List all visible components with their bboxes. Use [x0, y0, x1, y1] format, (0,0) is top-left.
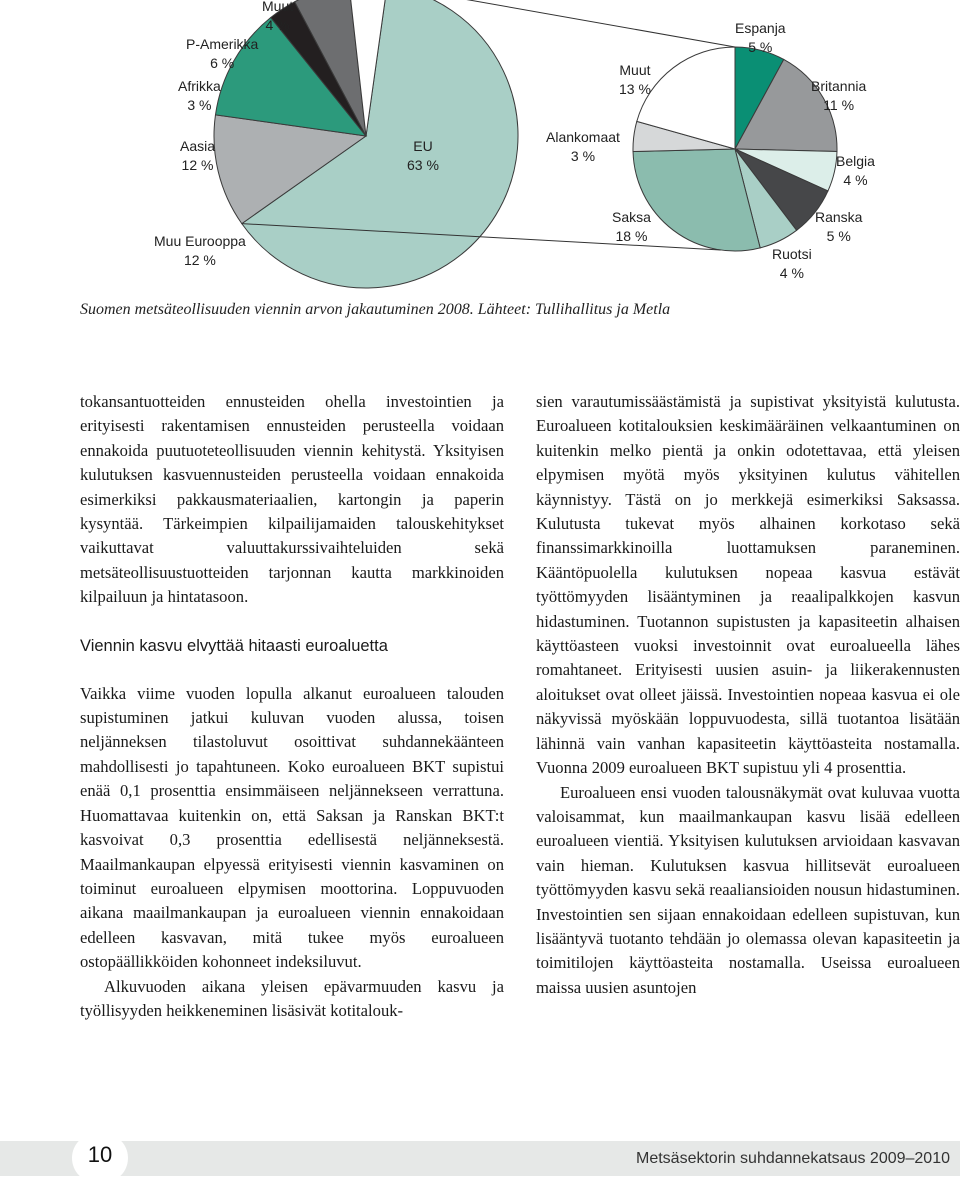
paragraph: Euroalueen ensi vuoden talousnäkymät ovat kuluvaa vuotta valoisammat, kun maailmankaupan kasvu lisää edelleen euroalueen vientiä. Yksityisen kulutuksen arvioidaan kasvavan vain hieman. Kulutuksen kasvua hillitsevät euroalueen työttömyyden kasvu sekä reaaliansioiden nousun hidastuminen. Investointien sen sijaan ennakoidaan edelleen supistuvan, kun lisääntyvä tuotanto tehdään jo olemassa olevan kapasiteetin ja toimitilojen käyttöasteita nostamalla. Useissa euroalueen maissa uusien asuntojen	[536, 782, 960, 997]
pie-label-britannia: Britannia 11 %	[811, 78, 867, 113]
article-right-column	[536, 390, 960, 1000]
pie-label-ranska: Ranska 5 %	[815, 209, 863, 244]
paragraph: tokansantuotteiden ennusteiden ohella investointien ja erityisesti rakentamisen ennusteiden perusteella voidaan ennakoida puutuoteteollisuuden viennin kehitystä. Yksityisen kulutuksen kasvuennusteiden perusteella voidaan ennakoida esimerkiksi pakkausmateriaalien, kartongin ja paperin kysyntää. Tärkeimpien kilpailijamaiden talouskehitykset vaikuttavat valuuttakurssivaihteluiden sekä metsäteollisuustuotteiden tarjonnan kautta markkinoiden kilpailuun ja hintatasoon.	[80, 392, 504, 607]
pie-label-saksa: Saksa 18 %	[612, 209, 651, 244]
publication-title: Metsäsektorin suhdannekatsaus 2009–2010	[636, 1150, 950, 1167]
article-left-column	[80, 390, 504, 1023]
figure-caption: Suomen metsäteollisuuden viennin arvon jakautuminen 2008. Lähteet: Tullihallitus ja Metla	[80, 301, 671, 318]
pie-label-aasia: Aasia 12 %	[180, 138, 216, 173]
pie-label-afrikka: Afrikka 3 %	[178, 78, 221, 113]
paragraph: Alkuvuoden aikana yleisen epävarmuuden kasvu ja työllisyyden heikkeneminen lisäsivät kotitalouk-	[80, 976, 504, 1020]
pie-label-p-amerikka: P-Amerikka 6 %	[186, 36, 259, 71]
paragraph: sien varautumissäästämistä ja supistivat yksityistä kulutusta. Euroalueen kotitalouksien keskimääräinen velkaantuminen on kuitenkin melko pientä ja onkin odotettavaa, että yleisen elpymisen myötä myös yksityinen kulutus vähitellen käynnistyy. Tästä on jo merkkejä esimerkiksi Saksassa. Kulutusta tukevat myös alhainen korkotaso sekä finanssimarkkinoilla luottamuksen paraneminen. Kääntöpuolella kulutuksen nopeaa kasvua estävät työttömyyden lisääntyminen ja reaalipalkkojen kasvun hidastuminen. Tuotannon supistusten ja kapasiteetin alhaisen käyttöasteen vuoksi investoinnit ovat euroalueella lähes romahtaneet. Erityisesti uusien asuin- ja liikerakennusten aloitukset ovat olleet jäissä. Investointien nopeaa kasvua ei ole näkyvissä myöskään loppuvuodesta, sillä tuotantoa lisätään lähinnä vain vanhan kapasiteetin käyttöasteita nostamalla. Vuonna 2009 euroalueen BKT supistuu yli 4 prosenttia.	[536, 392, 960, 778]
pie-label-muu-eurooppa: Muu Eurooppa 12 %	[154, 233, 246, 268]
pie-label-espanja: Espanja 5 %	[735, 20, 786, 55]
paragraph: Vaikka viime vuoden lopulla alkanut euroalueen talouden supistuminen jatkui kuluvan vuoden alussa, toisen neljänneksen tilastoluvut osoittivat suhdannekäänteen mahdollisesti jo tapahtuneen. Koko euroalueen BKT supistui enää 0,1 prosenttia ensimmäiseen neljännekseen verrattuna. Huomattavaa kuitenkin on, että Saksan ja Ranskan BKT:t kasvoivat 0,3 prosenttia edellisestä neljänneksestä. Maailmankaupan elpyessä erityisesti viennin kasvaminen on toiminut euroalueen elpymisen moottorina. Loppuvuoden aikana maailmankaupan ja euroalueen viennin ennakoidaan edelleen kasvavan, mitä tukee myös euroalueen ostopäällikköiden kohonneet indeksiluvut.	[80, 683, 504, 972]
section-heading: Viennin kasvu elvyttää hitaasti euroaluetta	[80, 636, 388, 655]
page-number: 10	[87, 1142, 113, 1167]
pie-label-ruotsi: Ruotsi 4 %	[772, 246, 812, 281]
pie-label-muut-right: Muut 13 %	[619, 62, 651, 97]
pie-label-belgia: Belgia 4 %	[836, 153, 875, 188]
pie-chart-svg	[0, 0, 960, 300]
export-pie-charts	[0, 0, 960, 300]
pie-label-alankomaat: Alankomaat 3 %	[546, 129, 620, 164]
pie-label-eu: EU 63 %	[407, 138, 439, 173]
pie-label-muut-left: Muut 4 %	[262, 0, 294, 33]
